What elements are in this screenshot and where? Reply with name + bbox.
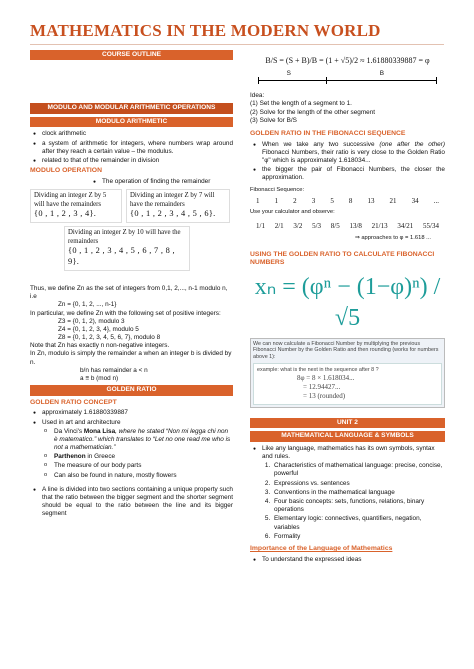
fibonacci-sequence: 1 1 2 3 5 8 13 21 34 ... [256, 197, 439, 206]
congruence-line: a ≡ b (mod n) [80, 375, 119, 382]
list-item: ● A line is divided into two sections containing a unique property such that the ratio between the bigger segment and the shorter segment should be equal to the ratio between the line and its bigger segment [30, 486, 233, 519]
list-item: ● When we take any two successive (one after the other) Fibonacci Numbers, their ratio is very close to the Golden Ratio "φ" which is approximately 1.618034... [250, 141, 445, 166]
fibonacci-heading: GOLDEN RATIO IN THE FIBONACCI SEQUENCE [250, 129, 406, 137]
list-item: 6. Formality [272, 533, 445, 541]
fibonacci-bullets [250, 141, 445, 183]
course-outline-band: COURSE OUTLINE [30, 50, 233, 60]
language-bullets [250, 445, 445, 461]
segment-label-s: S [286, 70, 291, 78]
math-language-band: MATHEMATICAL LANGUAGE & SYMBOLS [250, 431, 445, 441]
paragraph: Thus, we define Zn as the set of integers from 0,1, 2,..., n-1 modulo n, i.e [30, 284, 228, 301]
list-item: ● related to that of the remainder in division [30, 157, 233, 165]
list-item: 3. Conventions in the mathematical language [272, 489, 445, 497]
list-item: ● The operation of finding the remainder [90, 178, 233, 186]
idea-3: (3) Solve for B/S [250, 116, 297, 124]
z8-line: Z8 = {0, 1, 2, 3, 4, 5, 6, 7}, modulo 8 [58, 334, 161, 342]
importance-bullets [250, 556, 445, 564]
remainder-box-10: Dividing an integer Z by 10 will have the remainders {0 , 1 , 2 , 3 , 4 , 5 , 6 , 7 , 8 , 9}. [64, 226, 190, 271]
list-item: ● the bigger the pair of Fibonacci Numbers, the closer the approximation. [250, 166, 445, 182]
list-item: o Da Vinci's Mona Lisa, where he stated “Non mi legga chi non è matematico.” which translates to “Let no one read me who is not a mathematician.” [30, 428, 233, 453]
paragraph: In Zn, modulo is simply the remainder a when an integer b is divided by n. [30, 350, 232, 366]
list-item: 1. Characteristics of mathematical language: precise, concise, powerful [272, 462, 445, 478]
using-golden-ratio-heading: USING THE GOLDEN RATIO TO CALCULATE FIBONACCI NUMBERS [250, 250, 435, 267]
list-item: ● Like any language, mathematics has its own symbols, syntax and rules. [250, 445, 445, 461]
title-rule [30, 44, 444, 45]
paragraph: Note that Zn has exactly n non-negative integers. [30, 342, 170, 350]
list-item: 4. Four basic concepts: sets, functions, relations, binary operations [272, 498, 445, 514]
remainder-box-7: Dividing an integer Z by 7 will have the remainders {0 , 1 , 2 , 3 , 4 , 5 , 6}. [126, 189, 230, 223]
fibonacci-formula: xₙ = (φⁿ − (1−φ)ⁿ) / √5 [254, 274, 441, 331]
modulo-operation-heading: MODULO OPERATION [30, 167, 102, 175]
golden-ratio-concept-heading: GOLDEN RATIO CONCEPT [30, 398, 117, 406]
list-item: 5. Elementary logic: connectives, quantifiers, negation, variables [272, 515, 445, 531]
calculator-label: Use your calculator and observe: [250, 208, 335, 215]
zn-definition: Zn = {0, 1, 2, ..., n-1} [58, 301, 117, 309]
importance-heading: Importance of the Language of Mathematics [250, 544, 393, 552]
unit2-band: UNIT 2 [250, 418, 445, 428]
list-item: o Can also be found in nature, mostly flowers [30, 472, 233, 480]
page-title: MATHEMATICS IN THE MODERN WORLD [30, 21, 381, 40]
golden-ratio-bullets [30, 409, 233, 518]
segment-label-b: B [379, 70, 384, 78]
idea-label: Idea: [250, 92, 265, 100]
example-screenshot: We can now calculate a Fibonacci Number by multiplying the previous Fibonacci Number by the Golden Ratio and then rounding (works for numbers above 1): example: what is the next in the sequence after 8 ? 8φ = 8 × 1.618034... = 12.94427... = 13 (rounded) [250, 338, 445, 408]
idea-2: (2) Solve for the length of the other segment [250, 108, 376, 116]
left-column [30, 50, 233, 520]
list-item: o The measure of our body parts [30, 462, 233, 470]
language-list [272, 462, 445, 541]
golden-ratio-equation: B/S = (S + B)/B = (1 + √5)/2 ≈ 1.61880339887 = φ [265, 56, 430, 65]
paragraph: In particular, we define Zn with the following set of positive integers: [30, 309, 221, 317]
modulo-operations-band: MODULO AND MODULAR ARITHMETIC OPERATIONS [30, 103, 233, 113]
remainder-box-5: Dividing an integer Z by 5 will have the remainders {0 , 1 , 2 , 3 , 4}. [30, 189, 122, 223]
fibonacci-ratios: 1/1 2/1 3/2 5/3 8/5 13/8 21/13 34/21 55/34 [256, 222, 439, 231]
remainder-line: b/n has remainder a < n [80, 366, 148, 374]
z4-line: Z4 = {0, 1, 2, 3, 4}, modulo 5 [58, 325, 139, 333]
golden-ratio-band: GOLDEN RATIO [30, 385, 233, 395]
list-item: ● clock arithmetic [30, 130, 233, 138]
modulo-arithmetic-band: MODULO ARITHMETIC [30, 117, 233, 127]
fibonacci-label: Fibonacci Sequence: [250, 186, 305, 193]
z3-line: Z3 = {0, 1, 2), modulo 3 [58, 317, 125, 325]
segment-diagram [258, 72, 437, 86]
list-item: o Parthenon in Greece [30, 453, 233, 461]
list-item: ● Used in art and architecture [30, 419, 233, 427]
list-item: 2. Expressions vs. sentences [272, 480, 445, 488]
idea-1: (1) Set the length of a segment to 1. [250, 100, 352, 108]
approach-line: ⇒ approaches to φ = 1.618 ... [354, 235, 431, 242]
list-item: ● approximately 1.61880339887 [30, 409, 233, 417]
right-column [250, 50, 445, 565]
list-item: ● a system of arithmetic for integers, where numbers wrap around after they reach a certain value – the modulus. [30, 140, 233, 156]
modulo-bullets [30, 130, 233, 165]
list-item: ● To understand the expressed ideas [250, 556, 445, 564]
